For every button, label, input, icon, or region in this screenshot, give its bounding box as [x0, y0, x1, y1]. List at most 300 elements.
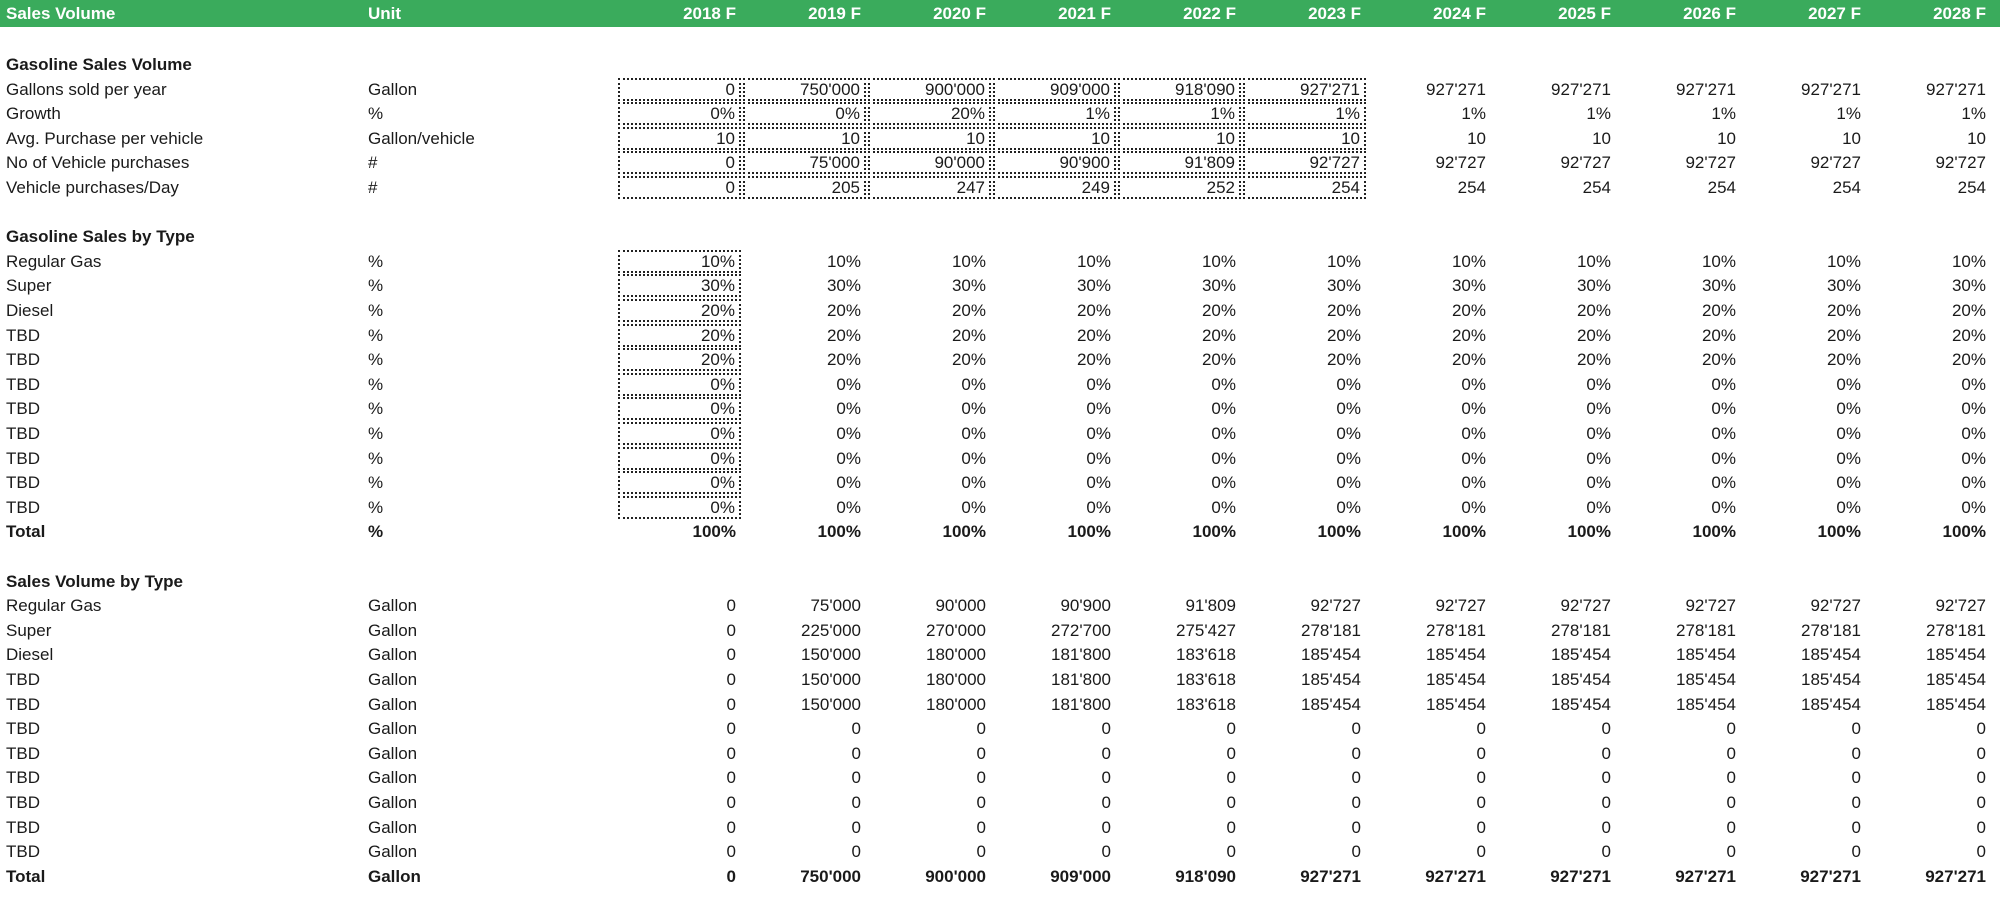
value-cell[interactable]: 20%: [1951, 325, 1986, 345]
value-cell[interactable]: 185'454: [1301, 645, 1361, 665]
input-cell[interactable]: 91'809: [1118, 151, 1241, 174]
value-cell[interactable]: 0: [1476, 743, 1486, 763]
value-cell[interactable]: 0: [1101, 743, 1111, 763]
value-cell[interactable]: 185'454: [1676, 645, 1736, 665]
row-unit[interactable]: %: [368, 424, 384, 443]
value-cell[interactable]: 0%: [1836, 448, 1861, 468]
value-cell[interactable]: 150'000: [801, 670, 861, 689]
value-cell[interactable]: 100%: [817, 522, 861, 542]
value-cell[interactable]: 30%: [1951, 276, 1986, 296]
value-cell[interactable]: 254: [1707, 178, 1736, 197]
value-cell[interactable]: 0: [1601, 842, 1611, 862]
value-cell[interactable]: 10%: [1326, 251, 1361, 271]
row-label[interactable]: Total: [6, 522, 46, 542]
row-label[interactable]: Super: [6, 276, 52, 296]
input-cell[interactable]: 10: [1118, 127, 1241, 150]
value-cell[interactable]: 0: [1101, 793, 1111, 812]
value-cell[interactable]: 0: [1476, 768, 1486, 788]
value-cell[interactable]: 100%: [1692, 522, 1736, 542]
value-cell[interactable]: 1%: [1461, 104, 1486, 124]
value-cell[interactable]: 0: [1226, 743, 1236, 763]
value-cell[interactable]: 1%: [1836, 104, 1861, 124]
value-cell[interactable]: 20%: [1451, 350, 1486, 370]
value-cell[interactable]: 20%: [826, 301, 861, 320]
value-cell[interactable]: 0%: [1586, 473, 1611, 493]
row-label[interactable]: TBD: [6, 768, 40, 788]
row-unit[interactable]: Gallon: [368, 743, 418, 763]
header-year-6[interactable]: 2024 F: [1433, 4, 1486, 23]
value-cell[interactable]: 927'271: [1675, 866, 1736, 886]
value-cell[interactable]: 0: [976, 793, 986, 812]
row-unit[interactable]: Gallon: [368, 719, 418, 739]
value-cell[interactable]: 0: [1226, 793, 1236, 812]
value-cell[interactable]: 0%: [1711, 473, 1736, 493]
input-cell[interactable]: 750'000: [743, 78, 866, 101]
value-cell[interactable]: 254: [1582, 178, 1611, 197]
input-cell[interactable]: 20%: [618, 324, 741, 347]
value-cell[interactable]: 0%: [1836, 497, 1861, 517]
value-cell[interactable]: 20%: [1576, 350, 1611, 370]
row-unit[interactable]: Gallon: [368, 645, 418, 665]
value-cell[interactable]: 10: [1842, 128, 1861, 148]
value-cell[interactable]: 278'181: [1301, 620, 1361, 640]
value-cell[interactable]: 0%: [1086, 399, 1111, 419]
value-cell[interactable]: 10%: [951, 251, 986, 271]
value-cell[interactable]: 0%: [961, 399, 986, 419]
value-cell[interactable]: 180'000: [926, 670, 986, 689]
row-label[interactable]: Gallons sold per year: [6, 79, 167, 99]
value-cell[interactable]: 0%: [1586, 424, 1611, 443]
value-cell[interactable]: 92'727: [1560, 596, 1611, 616]
value-cell[interactable]: 10: [1467, 128, 1486, 148]
value-cell[interactable]: 0: [1726, 743, 1736, 763]
row-label[interactable]: TBD: [6, 325, 40, 345]
value-cell[interactable]: 185'454: [1426, 670, 1486, 689]
value-cell[interactable]: 92'727: [1810, 153, 1861, 173]
value-cell[interactable]: 927'271: [1801, 79, 1861, 99]
input-cell[interactable]: 918'090: [1118, 78, 1241, 101]
value-cell[interactable]: 0%: [1336, 399, 1361, 419]
value-cell[interactable]: 0%: [961, 424, 986, 443]
value-cell[interactable]: 0%: [1711, 448, 1736, 468]
value-cell[interactable]: 180'000: [926, 645, 986, 665]
value-cell[interactable]: 0%: [836, 424, 861, 443]
value-cell[interactable]: 0: [726, 719, 736, 739]
value-cell[interactable]: 0: [726, 694, 736, 714]
value-cell[interactable]: 0%: [1711, 399, 1736, 419]
header-year-10[interactable]: 2028 F: [1933, 4, 1986, 23]
value-cell[interactable]: 0%: [1211, 399, 1236, 419]
value-cell[interactable]: 272'700: [1051, 620, 1111, 640]
value-cell[interactable]: 0%: [1586, 399, 1611, 419]
value-cell[interactable]: 92'727: [1685, 153, 1736, 173]
input-cell[interactable]: 927'271: [1243, 78, 1366, 101]
value-cell[interactable]: 0: [1101, 768, 1111, 788]
value-cell[interactable]: 0: [1476, 793, 1486, 812]
value-cell[interactable]: 900'000: [925, 866, 986, 886]
value-cell[interactable]: 0: [976, 817, 986, 837]
value-cell[interactable]: 225'000: [801, 620, 861, 640]
value-cell[interactable]: 0%: [1586, 448, 1611, 468]
value-cell[interactable]: 0%: [961, 374, 986, 394]
value-cell[interactable]: 20%: [1951, 350, 1986, 370]
value-cell[interactable]: 0%: [1586, 374, 1611, 394]
value-cell[interactable]: 0%: [1461, 448, 1486, 468]
value-cell[interactable]: 185'454: [1301, 694, 1361, 714]
value-cell[interactable]: 1%: [1586, 104, 1611, 124]
value-cell[interactable]: 0: [1101, 719, 1111, 739]
value-cell[interactable]: 0: [1101, 842, 1111, 862]
section-title[interactable]: Gasoline Sales by Type: [6, 227, 195, 247]
value-cell[interactable]: 0%: [836, 399, 861, 419]
value-cell[interactable]: 0%: [1961, 448, 1986, 468]
value-cell[interactable]: 0%: [1836, 473, 1861, 493]
row-unit[interactable]: %: [368, 473, 384, 493]
value-cell[interactable]: 100%: [1567, 522, 1611, 542]
header-year-9[interactable]: 2027 F: [1808, 4, 1861, 23]
value-cell[interactable]: 90'000: [935, 596, 986, 616]
value-cell[interactable]: 254: [1457, 178, 1486, 197]
value-cell[interactable]: 0: [726, 842, 736, 862]
input-cell[interactable]: 10: [868, 127, 991, 150]
value-cell[interactable]: 0: [1976, 743, 1986, 763]
row-label[interactable]: Regular Gas: [6, 596, 102, 616]
value-cell[interactable]: 0%: [1336, 473, 1361, 493]
header-year-4[interactable]: 2022 F: [1183, 4, 1236, 23]
row-label[interactable]: Diesel: [6, 301, 54, 320]
value-cell[interactable]: 0: [1476, 842, 1486, 862]
value-cell[interactable]: 254: [1832, 178, 1861, 197]
value-cell[interactable]: 20%: [1326, 325, 1361, 345]
input-cell[interactable]: 0: [618, 151, 741, 174]
value-cell[interactable]: 92'727: [1435, 596, 1486, 616]
value-cell[interactable]: 92'727: [1685, 596, 1736, 616]
header-year-3[interactable]: 2021 F: [1058, 4, 1111, 23]
row-label[interactable]: Avg. Purchase per vehicle: [6, 128, 204, 148]
value-cell[interactable]: 30%: [1576, 276, 1611, 296]
row-label[interactable]: TBD: [6, 424, 40, 443]
value-cell[interactable]: 0: [851, 793, 861, 812]
value-cell[interactable]: 750'000: [800, 866, 861, 886]
input-cell[interactable]: 1%: [1118, 102, 1241, 125]
value-cell[interactable]: 183'618: [1176, 670, 1236, 689]
value-cell[interactable]: 0%: [1211, 497, 1236, 517]
row-unit[interactable]: Gallon: [368, 842, 418, 862]
input-cell[interactable]: 0: [618, 78, 741, 101]
input-cell[interactable]: 0%: [618, 422, 741, 445]
value-cell[interactable]: 0: [976, 842, 986, 862]
value-cell[interactable]: 0%: [1211, 473, 1236, 493]
value-cell[interactable]: 927'271: [1800, 866, 1861, 886]
value-cell[interactable]: 0: [976, 743, 986, 763]
value-cell[interactable]: 92'727: [1435, 153, 1486, 173]
value-cell[interactable]: 0: [1351, 719, 1361, 739]
value-cell[interactable]: 0%: [961, 448, 986, 468]
value-cell[interactable]: 0: [726, 596, 736, 616]
value-cell[interactable]: 0%: [1461, 473, 1486, 493]
value-cell[interactable]: 0: [1601, 817, 1611, 837]
value-cell[interactable]: 0: [1351, 793, 1361, 812]
value-cell[interactable]: 909'000: [1050, 866, 1111, 886]
value-cell[interactable]: 0: [1351, 743, 1361, 763]
value-cell[interactable]: 181'800: [1051, 645, 1111, 665]
value-cell[interactable]: 0: [1851, 768, 1861, 788]
value-cell[interactable]: 927'271: [1925, 866, 1986, 886]
input-cell[interactable]: 30%: [618, 274, 741, 297]
value-cell[interactable]: 0: [1351, 817, 1361, 837]
row-unit[interactable]: Gallon: [368, 620, 418, 640]
value-cell[interactable]: 0: [1976, 719, 1986, 739]
value-cell[interactable]: 0: [1726, 793, 1736, 812]
value-cell[interactable]: 92'727: [1310, 596, 1361, 616]
value-cell[interactable]: 20%: [826, 350, 861, 370]
value-cell[interactable]: 183'618: [1176, 694, 1236, 714]
value-cell[interactable]: 20%: [1576, 325, 1611, 345]
value-cell[interactable]: 0: [976, 719, 986, 739]
row-label[interactable]: TBD: [6, 743, 40, 763]
input-cell[interactable]: 0%: [618, 397, 741, 420]
row-unit[interactable]: Gallon: [368, 793, 418, 812]
value-cell[interactable]: 30%: [1701, 276, 1736, 296]
header-year-1[interactable]: 2019 F: [808, 4, 861, 23]
value-cell[interactable]: 0: [851, 743, 861, 763]
input-cell[interactable]: 0%: [618, 373, 741, 396]
input-cell[interactable]: 10: [1243, 127, 1366, 150]
value-cell[interactable]: 10%: [1076, 251, 1111, 271]
value-cell[interactable]: 0%: [1086, 497, 1111, 517]
input-cell[interactable]: 900'000: [868, 78, 991, 101]
section-title[interactable]: Sales Volume by Type: [6, 571, 183, 591]
row-label[interactable]: TBD: [6, 793, 40, 812]
value-cell[interactable]: 20%: [1951, 301, 1986, 320]
input-cell[interactable]: 1%: [993, 102, 1116, 125]
value-cell[interactable]: 30%: [826, 276, 861, 296]
value-cell[interactable]: 20%: [1826, 325, 1861, 345]
value-cell[interactable]: 0: [1101, 817, 1111, 837]
value-cell[interactable]: 278'181: [1801, 620, 1861, 640]
value-cell[interactable]: 10: [1717, 128, 1736, 148]
input-cell[interactable]: 10%: [618, 250, 741, 273]
value-cell[interactable]: 0%: [1836, 374, 1861, 394]
section-title[interactable]: Gasoline Sales Volume: [6, 55, 192, 74]
value-cell[interactable]: 100%: [1817, 522, 1861, 542]
row-label[interactable]: Vehicle purchases/Day: [6, 178, 179, 197]
value-cell[interactable]: 20%: [1201, 325, 1236, 345]
value-cell[interactable]: 0: [1726, 719, 1736, 739]
input-cell[interactable]: 20%: [868, 102, 991, 125]
value-cell[interactable]: 0%: [1461, 399, 1486, 419]
input-cell[interactable]: 0%: [618, 496, 741, 519]
value-cell[interactable]: 185'454: [1801, 694, 1861, 714]
value-cell[interactable]: 0: [1351, 768, 1361, 788]
value-cell[interactable]: 278'181: [1676, 620, 1736, 640]
value-cell[interactable]: 0: [1976, 793, 1986, 812]
value-cell[interactable]: 185'454: [1426, 694, 1486, 714]
value-cell[interactable]: 75'000: [810, 596, 861, 616]
value-cell[interactable]: 0: [1476, 817, 1486, 837]
value-cell[interactable]: 30%: [1076, 276, 1111, 296]
value-cell[interactable]: 0%: [1586, 497, 1611, 517]
row-label[interactable]: TBD: [6, 473, 40, 493]
value-cell[interactable]: 92'727: [1935, 153, 1986, 173]
input-cell[interactable]: 205: [743, 176, 866, 199]
row-label[interactable]: TBD: [6, 399, 40, 419]
input-cell[interactable]: 0%: [618, 471, 741, 494]
input-cell[interactable]: 92'727: [1243, 151, 1366, 174]
value-cell[interactable]: 0: [976, 768, 986, 788]
value-cell[interactable]: 10%: [1951, 251, 1986, 271]
value-cell[interactable]: 278'181: [1551, 620, 1611, 640]
input-cell[interactable]: 1%: [1243, 102, 1366, 125]
value-cell[interactable]: 150'000: [801, 694, 861, 714]
value-cell[interactable]: 185'454: [1426, 645, 1486, 665]
value-cell[interactable]: 20%: [1326, 350, 1361, 370]
value-cell[interactable]: 20%: [826, 325, 861, 345]
value-cell[interactable]: 185'454: [1926, 645, 1986, 665]
value-cell[interactable]: 0%: [1086, 374, 1111, 394]
row-label[interactable]: Super: [6, 620, 52, 640]
input-cell[interactable]: 247: [868, 176, 991, 199]
row-label[interactable]: TBD: [6, 842, 40, 862]
value-cell[interactable]: 10%: [1576, 251, 1611, 271]
value-cell[interactable]: 278'181: [1926, 620, 1986, 640]
value-cell[interactable]: 0%: [1461, 374, 1486, 394]
value-cell[interactable]: 1%: [1961, 104, 1986, 124]
value-cell[interactable]: 0%: [1711, 374, 1736, 394]
row-unit[interactable]: Gallon: [368, 670, 418, 689]
value-cell[interactable]: 0: [1851, 817, 1861, 837]
value-cell[interactable]: 0%: [836, 448, 861, 468]
value-cell[interactable]: 20%: [1701, 350, 1736, 370]
value-cell[interactable]: 90'900: [1060, 596, 1111, 616]
value-cell[interactable]: 0: [726, 768, 736, 788]
value-cell[interactable]: 10%: [1826, 251, 1861, 271]
row-unit[interactable]: Gallon: [368, 768, 418, 788]
value-cell[interactable]: 927'271: [1551, 79, 1611, 99]
value-cell[interactable]: 185'454: [1801, 670, 1861, 689]
input-cell[interactable]: 254: [1243, 176, 1366, 199]
row-unit[interactable]: %: [368, 374, 384, 394]
value-cell[interactable]: 0%: [1086, 448, 1111, 468]
value-cell[interactable]: 100%: [692, 522, 736, 542]
value-cell[interactable]: 20%: [951, 301, 986, 320]
value-cell[interactable]: 20%: [1701, 301, 1736, 320]
value-cell[interactable]: 0%: [1711, 424, 1736, 443]
value-cell[interactable]: 0%: [1211, 424, 1236, 443]
value-cell[interactable]: 20%: [1701, 325, 1736, 345]
value-cell[interactable]: 0%: [1961, 497, 1986, 517]
value-cell[interactable]: 0: [851, 817, 861, 837]
input-cell[interactable]: 0%: [618, 102, 741, 125]
value-cell[interactable]: 0: [851, 768, 861, 788]
value-cell[interactable]: 183'618: [1176, 645, 1236, 665]
row-label[interactable]: TBD: [6, 448, 40, 468]
input-cell[interactable]: 0: [618, 176, 741, 199]
value-cell[interactable]: 0: [1226, 842, 1236, 862]
value-cell[interactable]: 0: [726, 866, 736, 886]
value-cell[interactable]: 0: [1226, 719, 1236, 739]
row-unit[interactable]: #: [368, 153, 378, 173]
value-cell[interactable]: 0: [726, 670, 736, 689]
value-cell[interactable]: 0: [1976, 768, 1986, 788]
value-cell[interactable]: 30%: [1451, 276, 1486, 296]
value-cell[interactable]: 100%: [1067, 522, 1111, 542]
value-cell[interactable]: 0%: [1336, 448, 1361, 468]
value-cell[interactable]: 0: [1851, 842, 1861, 862]
value-cell[interactable]: 0%: [1961, 424, 1986, 443]
row-label[interactable]: TBD: [6, 817, 40, 837]
row-label[interactable]: TBD: [6, 497, 40, 517]
value-cell[interactable]: 927'271: [1926, 79, 1986, 99]
value-cell[interactable]: 0%: [1336, 497, 1361, 517]
value-cell[interactable]: 185'454: [1926, 670, 1986, 689]
input-cell[interactable]: 75'000: [743, 151, 866, 174]
value-cell[interactable]: 275'427: [1176, 620, 1236, 640]
header-year-5[interactable]: 2023 F: [1308, 4, 1361, 23]
input-cell[interactable]: 10: [743, 127, 866, 150]
value-cell[interactable]: 927'271: [1426, 79, 1486, 99]
value-cell[interactable]: 0: [1726, 842, 1736, 862]
value-cell[interactable]: 100%: [1192, 522, 1236, 542]
value-cell[interactable]: 254: [1957, 178, 1986, 197]
row-unit[interactable]: %: [368, 448, 384, 468]
value-cell[interactable]: 0%: [961, 473, 986, 493]
value-cell[interactable]: 185'454: [1676, 694, 1736, 714]
value-cell[interactable]: 0: [1726, 817, 1736, 837]
value-cell[interactable]: 185'454: [1551, 645, 1611, 665]
value-cell[interactable]: 10%: [1201, 251, 1236, 271]
value-cell[interactable]: 10%: [826, 251, 861, 271]
value-cell[interactable]: 0: [851, 719, 861, 739]
header-year-7[interactable]: 2025 F: [1558, 4, 1611, 23]
value-cell[interactable]: 150'000: [801, 645, 861, 665]
value-cell[interactable]: 0: [851, 842, 861, 862]
value-cell[interactable]: 927'271: [1676, 79, 1736, 99]
value-cell[interactable]: 0: [1851, 719, 1861, 739]
value-cell[interactable]: 181'800: [1051, 694, 1111, 714]
value-cell[interactable]: 0%: [1711, 497, 1736, 517]
row-unit[interactable]: %: [368, 276, 384, 296]
row-unit[interactable]: %: [368, 350, 384, 370]
value-cell[interactable]: 270'000: [926, 620, 986, 640]
value-cell[interactable]: 0: [1601, 768, 1611, 788]
value-cell[interactable]: 0: [1226, 768, 1236, 788]
value-cell[interactable]: 0%: [836, 497, 861, 517]
value-cell[interactable]: 185'454: [1801, 645, 1861, 665]
input-cell[interactable]: 10: [618, 127, 741, 150]
value-cell[interactable]: 30%: [1826, 276, 1861, 296]
value-cell[interactable]: 20%: [1576, 301, 1611, 320]
row-label[interactable]: TBD: [6, 374, 40, 394]
value-cell[interactable]: 927'271: [1425, 866, 1486, 886]
value-cell[interactable]: 180'000: [926, 694, 986, 714]
value-cell[interactable]: 0: [1726, 768, 1736, 788]
value-cell[interactable]: 0: [1226, 817, 1236, 837]
input-cell[interactable]: 90'000: [868, 151, 991, 174]
value-cell[interactable]: 100%: [1317, 522, 1361, 542]
value-cell[interactable]: 0: [1601, 743, 1611, 763]
row-unit[interactable]: %: [368, 497, 384, 517]
row-label[interactable]: Growth: [6, 104, 61, 124]
value-cell[interactable]: 0%: [961, 497, 986, 517]
input-cell[interactable]: 909'000: [993, 78, 1116, 101]
value-cell[interactable]: 0: [1851, 743, 1861, 763]
value-cell[interactable]: 20%: [1451, 301, 1486, 320]
row-unit[interactable]: Gallon: [368, 866, 421, 886]
value-cell[interactable]: 0%: [1336, 374, 1361, 394]
value-cell[interactable]: 0: [1976, 842, 1986, 862]
value-cell[interactable]: 20%: [1076, 350, 1111, 370]
